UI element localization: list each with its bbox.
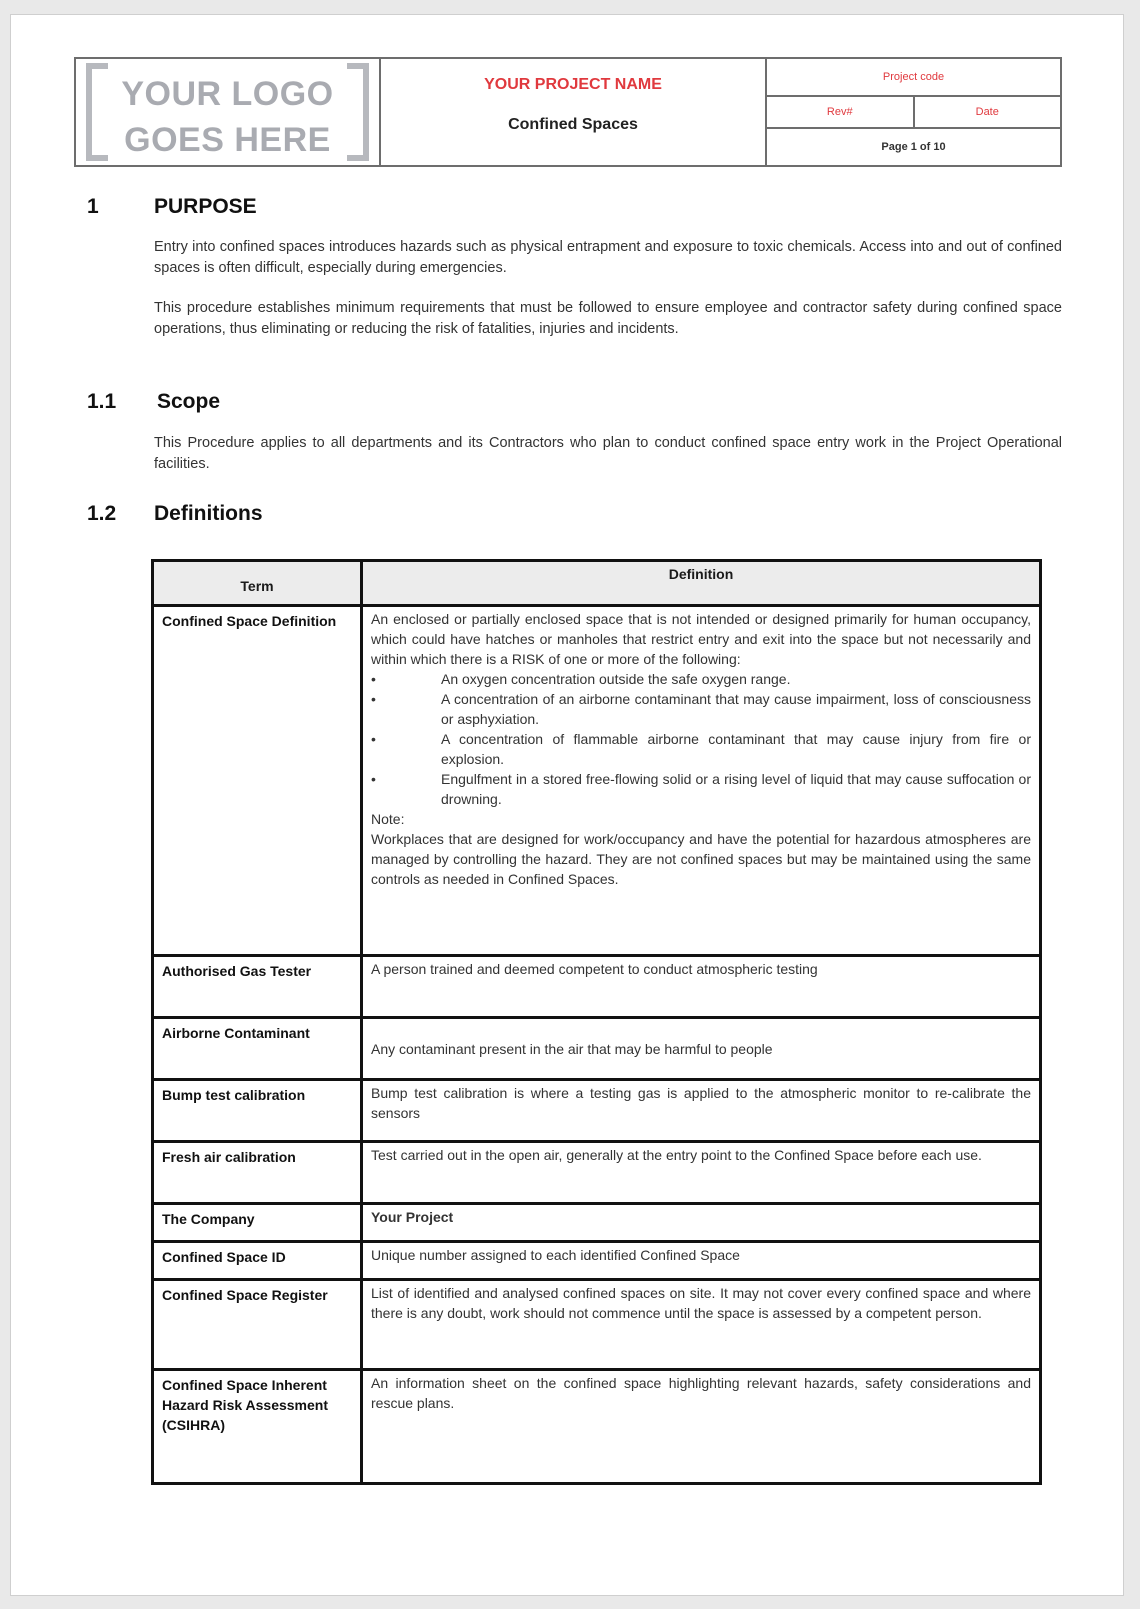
column-header-term: Term — [153, 561, 362, 606]
section-title: Definitions — [154, 502, 263, 525]
column-header-definition: Definition — [362, 561, 1041, 606]
bullet-icon: • — [371, 731, 376, 747]
definitions-table — [151, 559, 1042, 1485]
term-cell: Confined Space Register — [153, 1280, 362, 1370]
table-row — [153, 1280, 1041, 1370]
date-label: Date — [975, 106, 999, 118]
definition-cell: Bump test calibration is where a testing gas is applied to the atmospheric monitor to re-calibrate the sensors — [362, 1080, 1041, 1142]
table-row — [153, 1242, 1041, 1280]
term-cell: Fresh air calibration — [153, 1142, 362, 1204]
note-text: Workplaces that are designed for work/occupancy and have the potential for hazardous atmospheres are managed by controlling the hazard. They are not confined spaces but may be maintained using the same controls as needed in Confined Spaces. — [371, 831, 1031, 887]
note-label: Note: — [371, 811, 405, 827]
term-cell: Bump test calibration — [153, 1080, 362, 1142]
page-number: Page 1 of 10 — [881, 141, 946, 153]
project-code: Project code — [767, 59, 1060, 97]
bullet-item — [371, 689, 1031, 729]
definition-intro: An enclosed or partially enclosed space that is not intended or designed primarily for human occupancy, which could have hatches or manholes that restrict entry and exit into the space but not necessarily and within which there is a RISK of one or more of the following: — [371, 611, 1031, 667]
logo-line-2: GOES HERE — [124, 121, 331, 159]
table-row — [153, 1080, 1041, 1142]
term-cell: Authorised Gas Tester — [153, 956, 362, 1018]
definition-cell: Test carried out in the open air, generally at the entry point to the Confined Space before each use. — [362, 1142, 1041, 1204]
definition-cell: An information sheet on the confined space highlighting relevant hazards, safety considerations and rescue plans. — [362, 1370, 1041, 1484]
bullet-text: Engulfment in a stored free-flowing solid or a rising level of liquid that may cause suffocation or drowning. — [441, 771, 1031, 807]
bullet-icon: • — [371, 771, 376, 787]
section-number: 1.1 — [87, 390, 117, 413]
term-cell: Confined Space Inherent Hazard Risk Assessment (CSIHRA) — [153, 1370, 362, 1484]
purpose-paragraph-1: Entry into confined spaces introduces hazards such as physical entrapment and exposure to toxic chemicals. Access into and out of confined spaces is often difficult, especially during emergencies. — [154, 239, 1062, 276]
project-name: YOUR PROJECT NAME — [484, 76, 662, 93]
document-page — [10, 14, 1124, 1596]
logo-line-1: YOUR LOGO — [121, 75, 334, 113]
definition-cell: A person trained and deemed competent to conduct atmospheric testing — [362, 956, 1041, 1018]
scope-paragraph: This Procedure applies to all departments and its Contractors who plan to conduct confined space entry work in the Project Operational facilities. — [154, 435, 1062, 472]
definition-cell — [362, 606, 1041, 956]
term-cell: Confined Space ID — [153, 1242, 362, 1280]
table-header-row — [153, 561, 1041, 606]
term-cell: Confined Space Definition — [153, 606, 362, 956]
purpose-paragraph-2: This procedure establishes minimum requirements that must be followed to ensure employee and contractor safety during confined space operations, thus eliminating or reducing the risk of fatalities, injuries and incidents. — [154, 300, 1062, 337]
table-row — [153, 1204, 1041, 1242]
meta-cell — [767, 59, 1060, 165]
bullet-text: A concentration of an airborne contaminant that may cause impairment, loss of consciousness or asphyxiation. — [441, 691, 1031, 727]
bullet-icon: • — [371, 671, 376, 687]
bullet-text: An oxygen concentration outside the safe oxygen range. — [441, 671, 791, 687]
definition-cell: Unique number assigned to each identified Confined Space — [362, 1242, 1041, 1280]
logo-cell — [76, 59, 381, 165]
section-title: PURPOSE — [154, 195, 257, 218]
document-header — [74, 57, 1062, 167]
definition-cell: List of identified and analysed confined spaces on site. It may not cover every confined space and where there is any doubt, work should not commence until the space is assessed by a competent person. — [362, 1280, 1041, 1370]
bullet-item — [371, 669, 1031, 689]
document-title: Confined Spaces — [508, 116, 638, 133]
term-cell: The Company — [153, 1204, 362, 1242]
revision-date-row — [767, 97, 1060, 129]
table-row — [153, 1018, 1041, 1080]
table-row — [153, 1142, 1041, 1204]
title-cell — [381, 59, 767, 165]
bullet-icon: • — [371, 691, 376, 707]
definition-cell: Any contaminant present in the air that may be harmful to people — [362, 1018, 1041, 1080]
bullet-item — [371, 769, 1031, 809]
section-number: 1.2 — [87, 502, 117, 525]
definition-cell: Your Project — [362, 1204, 1041, 1242]
bullet-item — [371, 729, 1031, 769]
bullet-text: A concentration of flammable airborne contaminant that may cause injury from fire or explosion. — [441, 731, 1031, 767]
revision-label: Rev# — [767, 97, 915, 127]
term-cell: Airborne Contaminant — [153, 1018, 362, 1080]
section-title: Scope — [157, 390, 221, 413]
table-row — [153, 606, 1041, 956]
section-number: 1 — [87, 195, 99, 218]
logo-placeholder — [76, 71, 379, 163]
table-row — [153, 1370, 1041, 1484]
table-row — [153, 956, 1041, 1018]
